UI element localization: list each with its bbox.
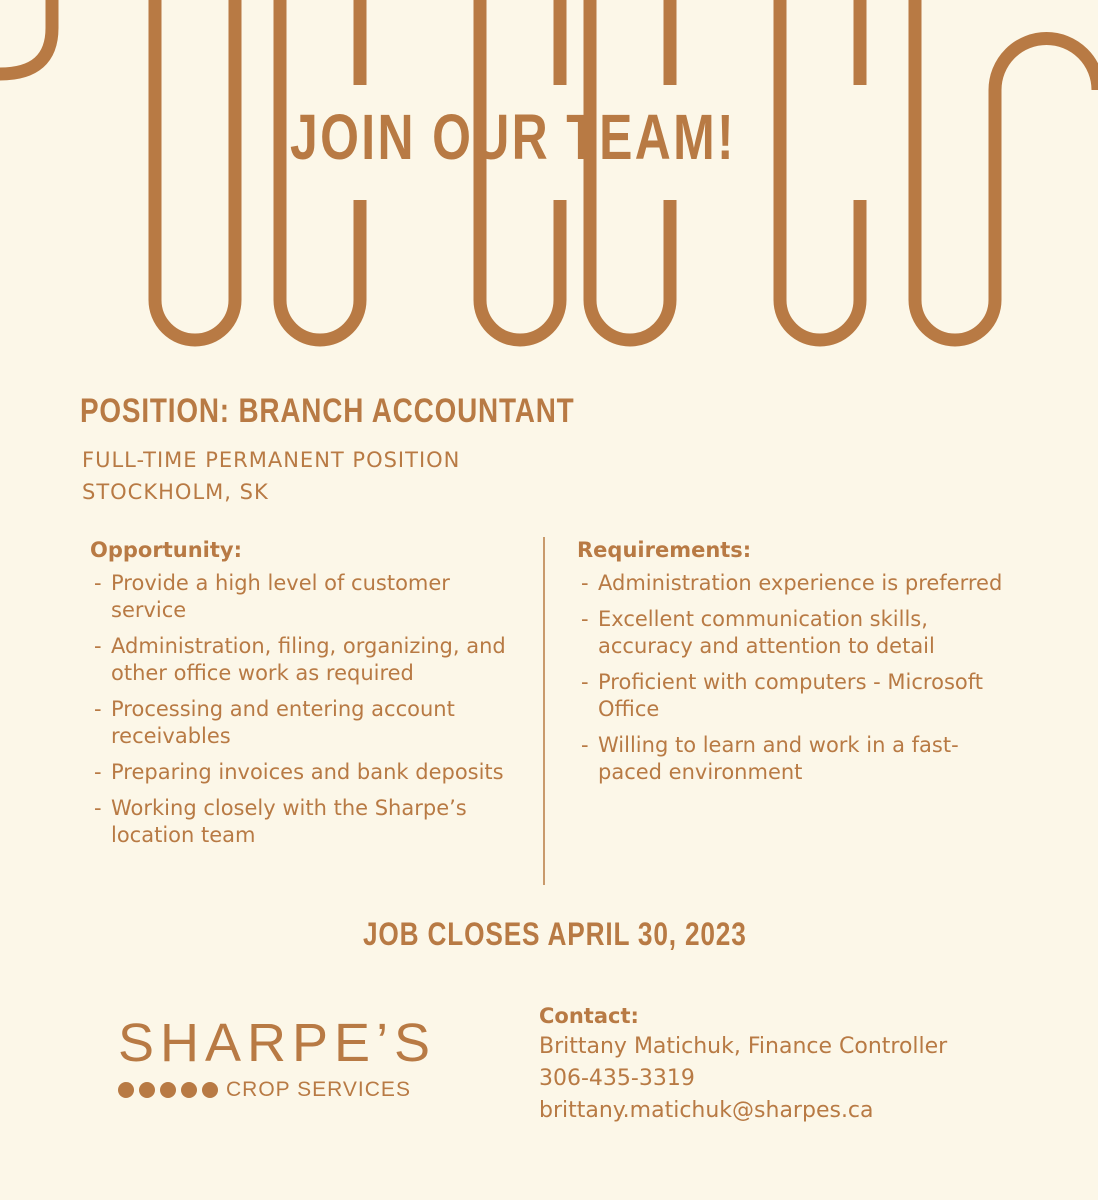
contact-block bbox=[539, 1001, 947, 1127]
logo-name: SHARPE’S bbox=[118, 1013, 437, 1073]
requirements-list bbox=[577, 570, 1017, 786]
list-item: - Working closely with the Sharpe’s location team bbox=[90, 795, 520, 849]
requirements-heading: Requirements: bbox=[577, 538, 752, 562]
list-item: - Proficient with computers - Microsoft Office bbox=[577, 669, 1017, 723]
company-logo bbox=[118, 1013, 437, 1102]
list-item: - Provide a high level of customer service bbox=[90, 570, 520, 624]
decorative-wave-lines bbox=[0, 0, 1098, 360]
contact-heading: Contact: bbox=[539, 1004, 639, 1028]
list-item: - Excellent communication skills, accuracy and attention to detail bbox=[577, 606, 1017, 660]
contact-email[interactable]: brittany.matichuk@sharpes.ca bbox=[539, 1098, 874, 1123]
list-item: - Administration experience is preferred bbox=[577, 570, 1017, 597]
employment-type: FULL-TIME PERMANENT POSITION bbox=[82, 448, 461, 472]
headline: JOIN OUR TEAM! bbox=[290, 101, 736, 173]
contact-name: Brittany Matichuk, Finance Controller bbox=[539, 1034, 948, 1059]
list-item: - Preparing invoices and bank deposits bbox=[90, 759, 520, 786]
position-title: POSITION: BRANCH ACCOUNTANT bbox=[80, 392, 575, 430]
column-divider bbox=[543, 537, 545, 885]
location: STOCKHOLM, SK bbox=[82, 480, 269, 504]
logo-tagline: CROP SERVICES bbox=[226, 1078, 411, 1101]
opportunity-heading: Opportunity: bbox=[90, 538, 242, 562]
contact-phone[interactable]: 306-435-3319 bbox=[539, 1066, 695, 1091]
list-item: - Administration, filing, organizing, and other office work as required bbox=[90, 633, 520, 687]
list-item: - Processing and entering account receivables bbox=[90, 696, 520, 750]
opportunity-list bbox=[90, 570, 520, 849]
list-item: - Willing to learn and work in a fast-paced environment bbox=[577, 732, 1017, 786]
job-closing-date: JOB CLOSES APRIL 30, 2023 bbox=[363, 916, 747, 952]
opportunity-section bbox=[90, 538, 520, 858]
logo-dots-icon bbox=[118, 1082, 218, 1098]
requirements-section bbox=[577, 538, 1017, 795]
